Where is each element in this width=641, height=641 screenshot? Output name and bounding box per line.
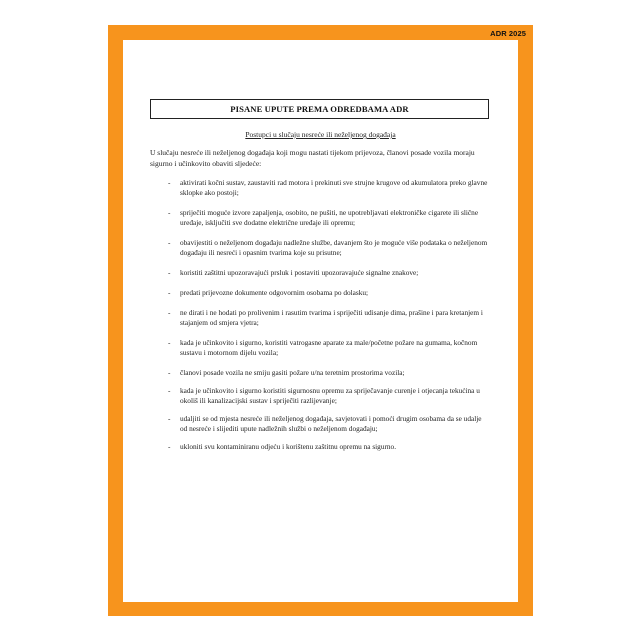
list-item [168,442,488,452]
list-item [168,414,488,434]
list-item [168,308,488,328]
document-subtitle: Postupci u slučaju nesreće ili neželjenog događaja [245,130,396,139]
intro-paragraph: U slučaju nesreće ili neželjenog događaja koji mogu nastati tijekom prijevoza, članovi posade vozila moraju sigurno i učinkovito obaviti sljedeće: [150,148,475,168]
list-dash: - [168,288,171,297]
list-dash: - [168,414,171,423]
list-item [168,178,488,198]
list-dash: - [168,368,171,377]
list-item [168,338,488,358]
list-dash: - [168,178,171,187]
list-dash: - [168,208,171,217]
list-item [168,208,488,228]
list-item-text: kada je učinkovito i sigurno koristiti sigurnosnu opremu za spriječavanje curenje i otjecanja tekućina u okoliš ili kanalizacijski sustav i spriječiti razlijevanje; [180,386,480,405]
list-item-text: članovi posade vozila ne smiju gasiti požare u/na teretnim prostorima vozila; [180,368,405,377]
list-item-text: ne dirati i ne hodati po prolivenim i rasutim tvarima i spriječiti udisanje dima, prašine i para kretanjem i stajanjem od smjera vjetra; [180,308,483,327]
list-dash: - [168,308,171,317]
document-sheet [123,40,518,602]
document-title: PISANE UPUTE PREMA ODREDBAMA ADR [150,99,489,119]
orange-frame [108,25,533,616]
list-item-text: koristiti zaštitni upozoravajući prsluk i postaviti upozoravajuće signalne znakove; [180,268,419,277]
list-dash: - [168,442,171,451]
list-item-text: kada je učinkovito i sigurno, koristiti vatrogasne aparate za male/početne požare na gumama, kočnom sustavu i motornom dijelu vozila; [180,338,478,357]
list-item-text: udaljiti se od mjesta nesreće ili neželjenog događaja, savjetovati i pomoći drugim osobama da se udalje od nesreće i slijediti upute nadležnih službi o neželjenom događaju; [180,414,482,433]
list-item-text: aktivirati kočni sustav, zaustaviti rad motora i prekinuti sve strujne krugove od akumulatora preko glavne sklopke ako postoji; [180,178,488,197]
list-item [168,386,488,406]
adr-badge: ADR 2025 [490,29,526,38]
list-dash: - [168,238,171,247]
list-item-text: obavijestiti o neželjenom događaju nadležne službe, davanjem što je moguće više podataka o neželjenom događaju ili nesreći i opasnim tvarima koje su prisutne; [180,238,488,257]
list-item [168,238,488,258]
list-item [168,368,488,378]
list-item [168,268,488,278]
list-item [168,288,488,298]
list-item-text: ukloniti svu kontaminiranu odjeću i korištenu zaštitnu opremu na sigurno. [180,442,397,451]
list-dash: - [168,386,171,395]
list-item-text: predati prijevozne dokumente odgovornim osobama po dolasku; [180,288,369,297]
list-dash: - [168,338,171,347]
list-dash: - [168,268,171,277]
list-item-text: spriječiti moguće izvore zapaljenja, osobito, ne pušiti, ne upotrebljavati elektroničke cigarete ili slične uređaje, isključiti sve dodatne električne uređaje ili opremu; [180,208,479,227]
